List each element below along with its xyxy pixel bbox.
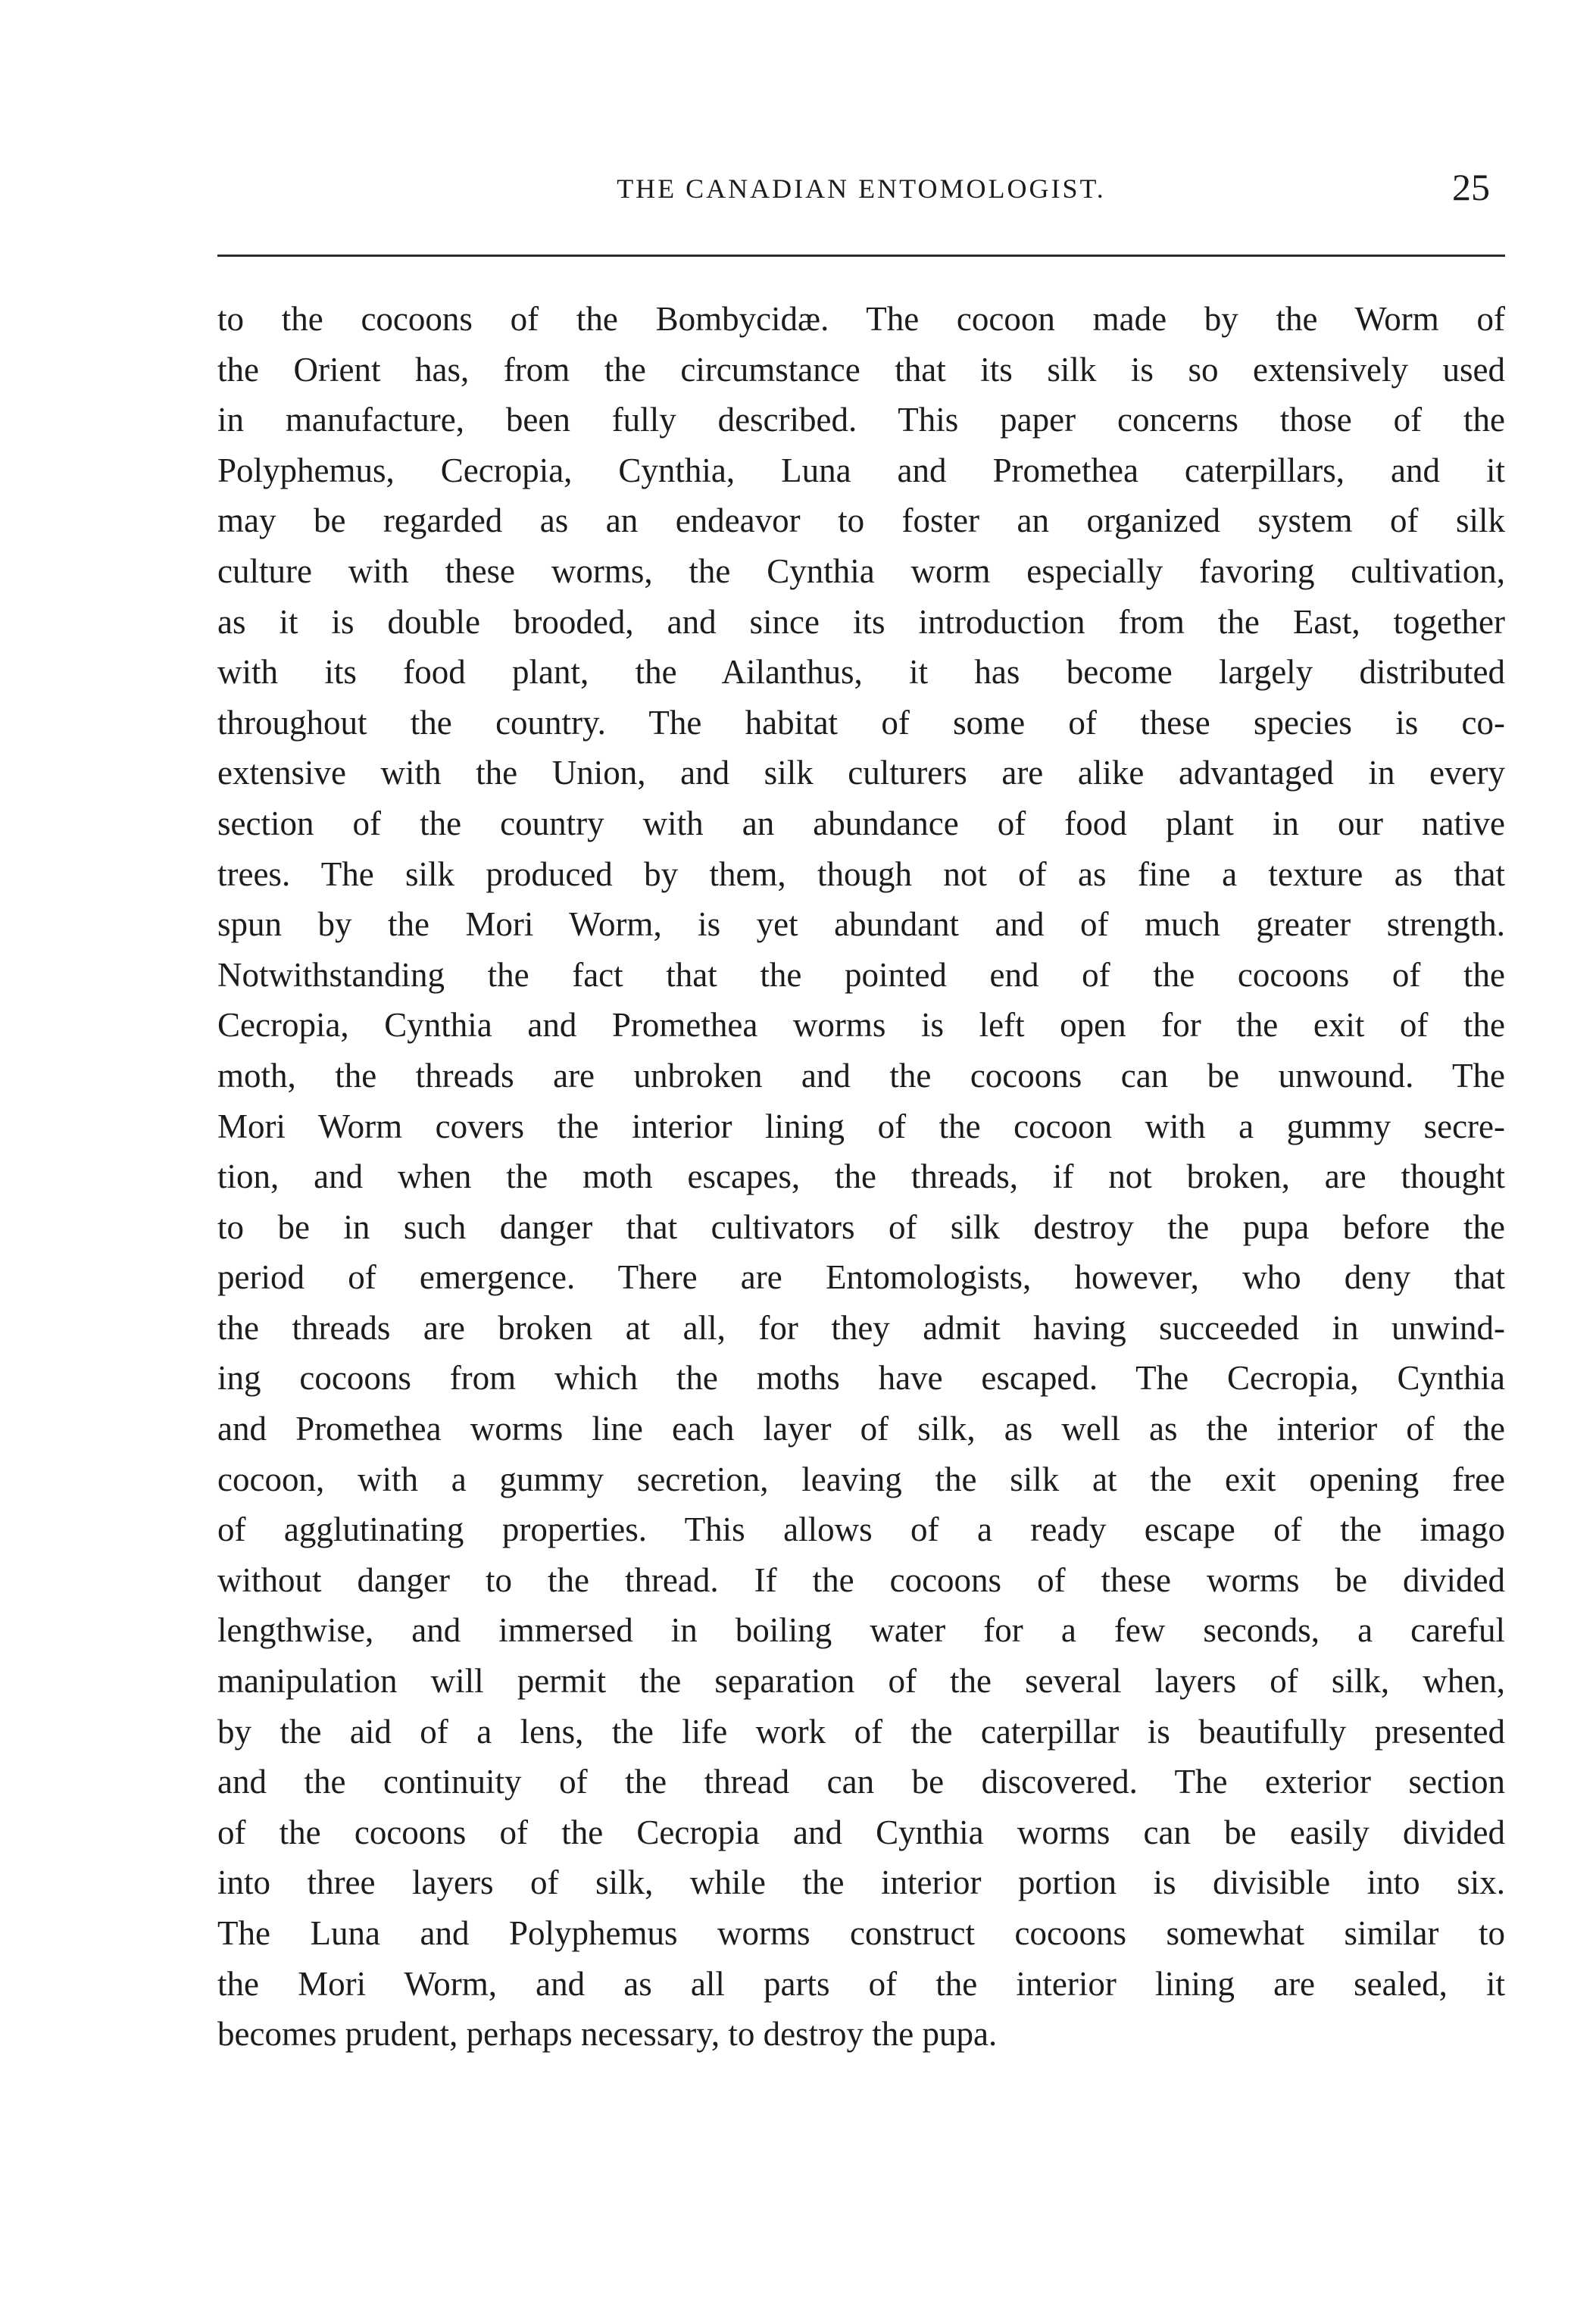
text-line: to the cocoons of the Bombycidæ. The cocoon made by the Worm of [217,300,1505,338]
text-line: the Orient has, from the circumstance that its silk is so extensively used [217,350,1505,389]
text-line: of the cocoons of the Cecropia and Cynthia worms can be easily divided [217,1813,1505,1851]
text-line: cocoon, with a gummy secretion, leaving the silk at the exit opening free [217,1460,1505,1498]
text-line: without danger to the thread. If the cocoons of these worms be divided [217,1560,1505,1599]
text-line: the Mori Worm, and as all parts of the interior lining are sealed, it [217,1964,1505,2003]
text-line: moth, the threads are unbroken and the cocoons can be unwound. The [217,1056,1505,1095]
text-line: Polyphemus, Cecropia, Cynthia, Luna and Promethea caterpillars, and it [217,451,1505,489]
text-line: of agglutinating properties. This allows of a ready escape of the imago [217,1510,1505,1549]
text-line: culture with these worms, the Cynthia worm especially favoring cultivation, [217,551,1505,590]
text-line: ing cocoons from which the moths have escaped. The Cecropia, Cynthia [217,1359,1505,1398]
text-line: and Promethea worms line each layer of silk, as well as the interior of the [217,1410,1505,1448]
text-line: and the continuity of the thread can be discovered. The exterior section [217,1763,1505,1801]
text-line: Notwithstanding the fact that the pointed end of the cocoons of the [217,955,1505,994]
text-line: tion, and when the moth escapes, the threads, if not broken, are thought [217,1157,1505,1196]
text-line: into three layers of silk, while the interior portion is divisible into six. [217,1863,1505,1902]
text-line: Mori Worm covers the interior lining of the cocoon with a gummy secre- [217,1107,1505,1145]
text-line: section of the country with an abundance of food plant in our native [217,804,1505,842]
running-title: THE CANADIAN ENTOMOLOGIST. [617,173,1106,204]
text-line: as it is double brooded, and since its introduction from the East, together [217,602,1505,641]
text-line: throughout the country. The habitat of some of these species is co- [217,703,1505,742]
text-line: the threads are broken at all, for they admit having succeeded in unwind- [217,1308,1505,1347]
text-line: may be regarded as an endeavor to foster an organized system of silk [217,501,1505,540]
body-paragraph [217,294,1505,2060]
text-line: manipulation will permit the separation of the several layers of silk, when, [217,1662,1505,1701]
header-rule [217,255,1505,257]
text-line: with its food plant, the Ailanthus, it has become largely distributed [217,653,1505,692]
text-line: becomes prudent, perhaps necessary, to destroy the pupa. [217,2015,998,2054]
text-line: to be in such danger that cultivators of silk destroy the pupa before the [217,1207,1505,1246]
text-line: by the aid of a lens, the life work of the caterpillar is beautifully presented [217,1712,1505,1751]
text-line: trees. The silk produced by them, though not of as fine a texture as that [217,854,1505,893]
text-line: period of emergence. There are Entomologists, however, who deny that [217,1258,1505,1297]
text-line: Cecropia, Cynthia and Promethea worms is left open for the exit of the [217,1006,1505,1045]
running-head [217,165,1505,211]
page-number: 25 [1452,166,1490,208]
text-line: lengthwise, and immersed in boiling water for a few seconds, a careful [217,1611,1505,1650]
text-line: The Luna and Polyphemus worms construct cocoons somewhat similar to [217,1914,1505,1952]
text-line: extensive with the Union, and silk culturers are alike advantaged in every [217,754,1505,792]
text-line: in manufacture, been fully described. This paper concerns those of the [217,401,1505,439]
text-line: spun by the Mori Worm, is yet abundant and of much greater strength. [217,905,1505,944]
